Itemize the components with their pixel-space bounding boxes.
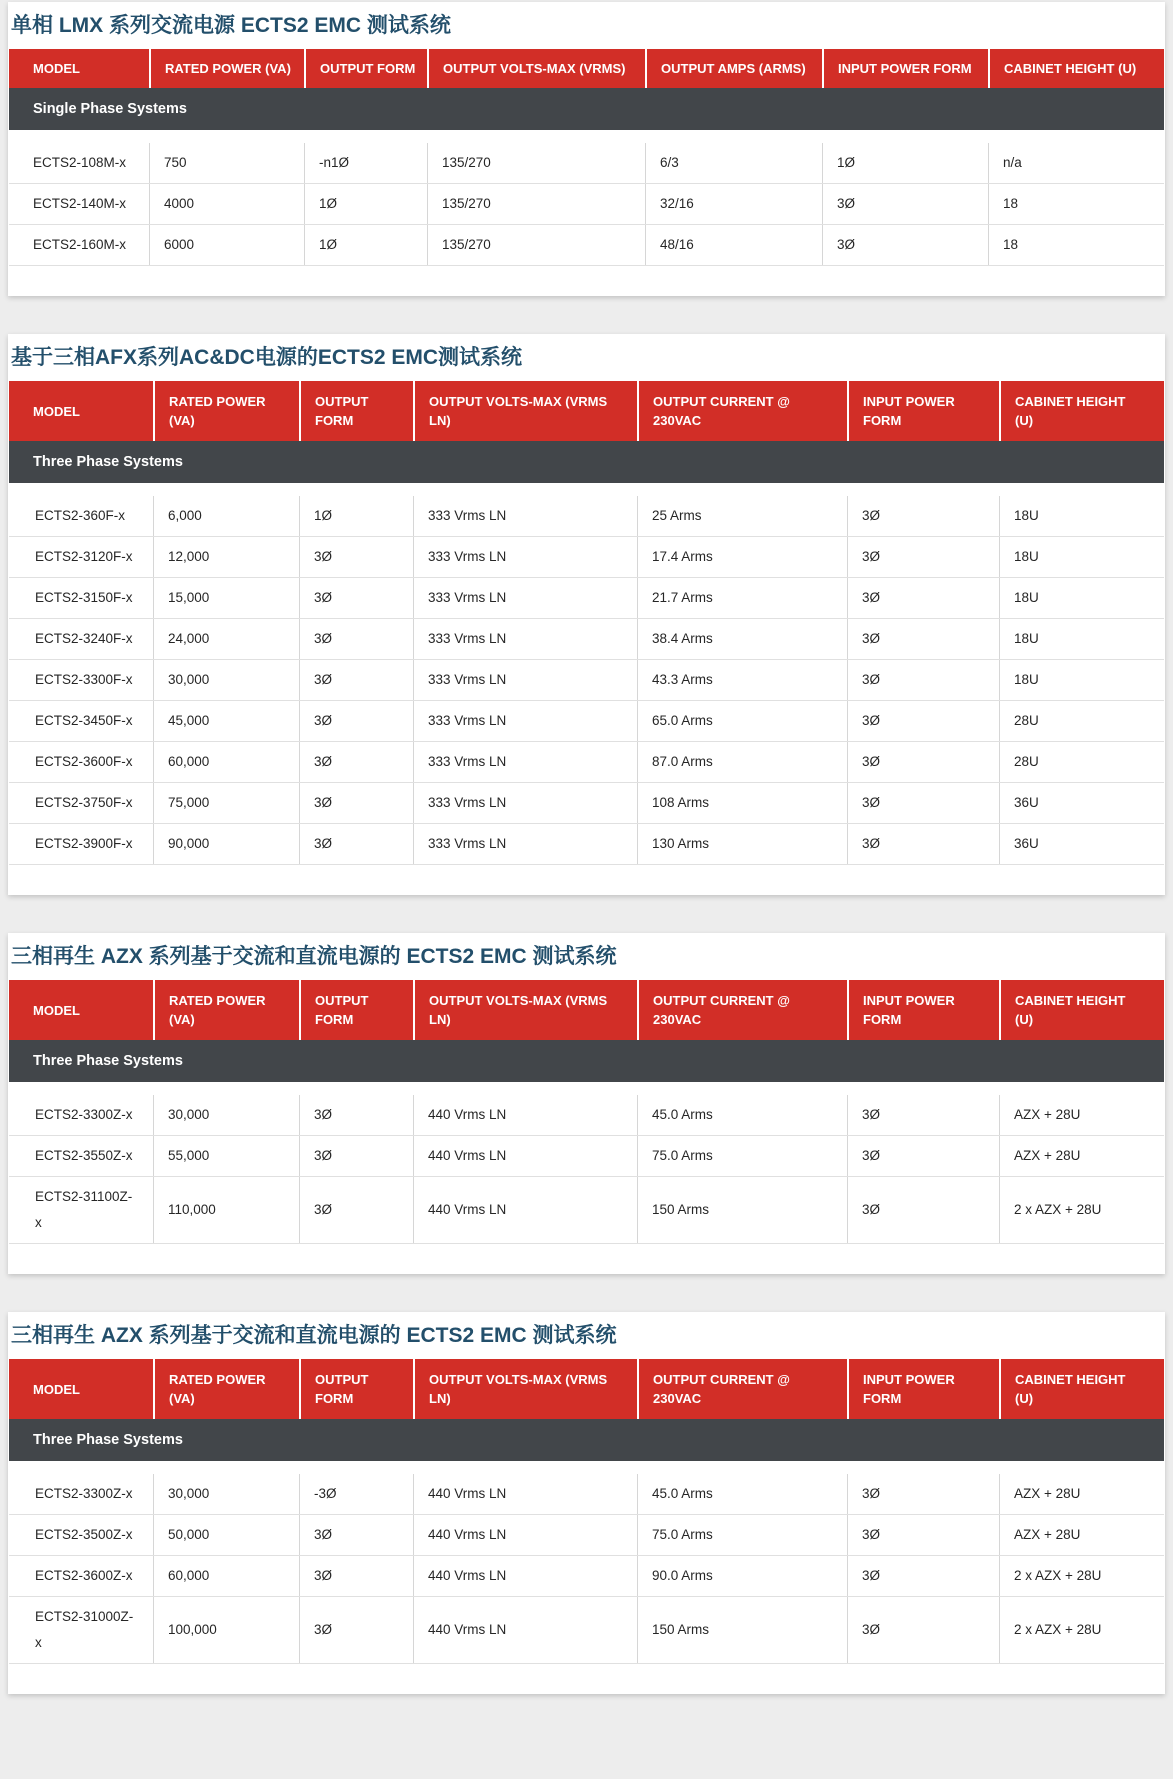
column-header: RATED POWER (VA) <box>153 980 299 1040</box>
table-cell: 100,000 <box>153 1597 299 1663</box>
column-header: MODEL <box>33 1381 80 1397</box>
table-cell: 18U <box>999 537 1164 577</box>
table-cell: 3Ø <box>822 225 988 265</box>
table-cell: ECTS2-3550Z-x <box>35 1148 133 1163</box>
table-cell: 3Ø <box>299 537 413 577</box>
table-cell: 6,000 <box>153 496 299 536</box>
table-cell: 135/270 <box>427 143 645 183</box>
table-cell: 45,000 <box>153 701 299 741</box>
table-cell: 3Ø <box>299 1556 413 1596</box>
table-cell: 15,000 <box>153 578 299 618</box>
column-header: MODEL <box>33 403 80 419</box>
column-header: MODEL <box>33 1002 80 1018</box>
table-cell: 30,000 <box>153 660 299 700</box>
spec-section-three-phase-azx-1 <box>8 933 1165 1274</box>
table-cell: 333 Vrms LN <box>413 701 637 741</box>
table-header-row <box>9 1359 1164 1419</box>
group-header: Three Phase Systems <box>9 1040 1164 1082</box>
table-cell: 18U <box>999 660 1164 700</box>
column-header: OUTPUT VOLTS-MAX (VRMS LN) <box>413 381 637 441</box>
column-header: RATED POWER (VA) <box>153 1359 299 1419</box>
table-cell: 60,000 <box>153 742 299 782</box>
table-header-row <box>9 381 1164 441</box>
column-header: OUTPUT CURRENT @ 230VAC <box>637 1359 847 1419</box>
table-cell: 4000 <box>149 184 304 224</box>
table-row <box>9 496 1164 537</box>
table-cell: ECTS2-3500Z-x <box>35 1527 133 1542</box>
table-cell: 50,000 <box>153 1515 299 1555</box>
section-title: 单相 LMX 系列交流电源 ECTS2 EMC 测试系统 <box>11 14 451 37</box>
table-cell: 3Ø <box>299 783 413 823</box>
table-cell: 333 Vrms LN <box>413 537 637 577</box>
table-row <box>9 578 1164 619</box>
table-cell: 135/270 <box>427 184 645 224</box>
table-cell: 18 <box>988 225 1164 265</box>
column-header: OUTPUT VOLTS-MAX (VRMS LN) <box>413 980 637 1040</box>
section-title: 基于三相AFX系列AC&DC电源的ECTS2 EMC测试系统 <box>11 346 523 369</box>
table-cell: 43.3 Arms <box>637 660 847 700</box>
table-row <box>9 1136 1164 1177</box>
table-cell: ECTS2-160M-x <box>33 237 127 252</box>
table-row <box>9 783 1164 824</box>
table-cell: ECTS2-31000Z-x <box>35 1609 134 1650</box>
table-cell: 18 <box>988 184 1164 224</box>
table-cell: 440 Vrms LN <box>413 1556 637 1596</box>
table-cell: 3Ø <box>299 1177 413 1243</box>
table-row <box>9 619 1164 660</box>
table-cell: 2 x AZX + 28U <box>999 1556 1164 1596</box>
table-cell: 75,000 <box>153 783 299 823</box>
table-cell: 3Ø <box>847 742 999 782</box>
table-cell: 3Ø <box>847 824 999 864</box>
table-row <box>9 1556 1164 1597</box>
table-cell: 3Ø <box>299 742 413 782</box>
group-header: Single Phase Systems <box>9 88 1164 130</box>
table-cell: 440 Vrms LN <box>413 1136 637 1176</box>
column-header: OUTPUT FORM <box>299 381 413 441</box>
table-cell: 30,000 <box>153 1474 299 1514</box>
table-cell: 24,000 <box>153 619 299 659</box>
table-cell: 440 Vrms LN <box>413 1177 637 1243</box>
section-title: 三相再生 AZX 系列基于交流和直流电源的 ECTS2 EMC 测试系统 <box>11 945 617 968</box>
table-row <box>9 660 1164 701</box>
table-cell: AZX + 28U <box>999 1474 1164 1514</box>
table-cell: -n1Ø <box>304 143 427 183</box>
table-cell: n/a <box>988 143 1164 183</box>
table-cell: 333 Vrms LN <box>413 496 637 536</box>
table-cell: 333 Vrms LN <box>413 824 637 864</box>
table-cell: 75.0 Arms <box>637 1136 847 1176</box>
table-cell: ECTS2-3750F-x <box>35 795 133 810</box>
table-cell: 3Ø <box>847 701 999 741</box>
column-header: OUTPUT VOLTS-MAX (VRMS LN) <box>413 1359 637 1419</box>
table-cell: 440 Vrms LN <box>413 1095 637 1135</box>
table-cell: 17.4 Arms <box>637 537 847 577</box>
table-cell: ECTS2-3240F-x <box>35 631 133 646</box>
table-cell: ECTS2-3150F-x <box>35 590 133 605</box>
table-cell: 3Ø <box>299 1095 413 1135</box>
table-row <box>9 1095 1164 1136</box>
table-cell: 60,000 <box>153 1556 299 1596</box>
table-body <box>9 1082 1164 1244</box>
table-cell: ECTS2-3300Z-x <box>35 1486 133 1501</box>
column-header: CABINET HEIGHT (U) <box>999 980 1164 1040</box>
table-cell: ECTS2-3600Z-x <box>35 1568 133 1583</box>
table-cell: 750 <box>149 143 304 183</box>
table-cell: 45.0 Arms <box>637 1095 847 1135</box>
table-cell: 3Ø <box>299 1136 413 1176</box>
table-body <box>9 130 1164 266</box>
column-header: OUTPUT AMPS (ARMS) <box>645 49 822 88</box>
table-row <box>9 742 1164 783</box>
table-cell: 55,000 <box>153 1136 299 1176</box>
table-cell: 440 Vrms LN <box>413 1597 637 1663</box>
table-cell: 130 Arms <box>637 824 847 864</box>
table-row <box>9 1177 1164 1244</box>
table-cell: 333 Vrms LN <box>413 742 637 782</box>
table-cell: ECTS2-3300F-x <box>35 672 133 687</box>
table-cell: 3Ø <box>847 537 999 577</box>
table-cell: 333 Vrms LN <box>413 660 637 700</box>
table-row <box>9 184 1164 225</box>
table-cell: 440 Vrms LN <box>413 1474 637 1514</box>
spec-section-single-phase-lmx <box>8 2 1165 296</box>
table-cell: 333 Vrms LN <box>413 783 637 823</box>
column-header: CABINET HEIGHT (U) <box>999 381 1164 441</box>
table-cell: 2 x AZX + 28U <box>999 1177 1164 1243</box>
table-cell: 333 Vrms LN <box>413 619 637 659</box>
table-cell: 36U <box>999 783 1164 823</box>
table-cell: 108 Arms <box>637 783 847 823</box>
table-cell: ECTS2-108M-x <box>33 155 127 170</box>
table-cell: 36U <box>999 824 1164 864</box>
table-cell: 3Ø <box>847 660 999 700</box>
table-row <box>9 143 1164 184</box>
table-cell: ECTS2-140M-x <box>33 196 127 211</box>
column-header: INPUT POWER FORM <box>847 980 999 1040</box>
table-cell: 3Ø <box>847 1597 999 1663</box>
table-cell: 48/16 <box>645 225 822 265</box>
table-cell: 45.0 Arms <box>637 1474 847 1514</box>
table-cell: ECTS2-3600F-x <box>35 754 133 769</box>
column-header: OUTPUT CURRENT @ 230VAC <box>637 980 847 1040</box>
table-cell: ECTS2-31100Z-x <box>35 1189 133 1230</box>
column-header: OUTPUT FORM <box>299 980 413 1040</box>
table-cell: 150 Arms <box>637 1597 847 1663</box>
table-cell: 3Ø <box>299 1515 413 1555</box>
table-cell: 3Ø <box>847 1556 999 1596</box>
spec-section-three-phase-azx-2 <box>8 1312 1165 1694</box>
table-header-row <box>9 49 1164 88</box>
table-cell: 3Ø <box>847 1136 999 1176</box>
table-cell: ECTS2-3450F-x <box>35 713 133 728</box>
column-header: OUTPUT FORM <box>304 49 427 88</box>
table-cell: 333 Vrms LN <box>413 578 637 618</box>
table-cell: 3Ø <box>847 578 999 618</box>
table-cell: 21.7 Arms <box>637 578 847 618</box>
column-header: INPUT POWER FORM <box>822 49 988 88</box>
table-cell: AZX + 28U <box>999 1136 1164 1176</box>
column-header: OUTPUT FORM <box>299 1359 413 1419</box>
table-cell: 65.0 Arms <box>637 701 847 741</box>
column-header: INPUT POWER FORM <box>847 1359 999 1419</box>
table-cell: 3Ø <box>299 701 413 741</box>
table-row <box>9 537 1164 578</box>
group-header: Three Phase Systems <box>9 1419 1164 1461</box>
table-row <box>9 225 1164 266</box>
table-cell: 3Ø <box>847 783 999 823</box>
table-row <box>9 701 1164 742</box>
table-cell: AZX + 28U <box>999 1095 1164 1135</box>
table-cell: 3Ø <box>299 578 413 618</box>
column-header: OUTPUT VOLTS-MAX (VRMS) <box>427 49 645 88</box>
spec-section-three-phase-afx <box>8 334 1165 895</box>
table-cell: 75.0 Arms <box>637 1515 847 1555</box>
table-cell: 87.0 Arms <box>637 742 847 782</box>
table-cell: ECTS2-3120F-x <box>35 549 133 564</box>
column-header: CABINET HEIGHT (U) <box>999 1359 1164 1419</box>
table-header-row <box>9 980 1164 1040</box>
table-cell: 3Ø <box>299 619 413 659</box>
table-cell: 3Ø <box>847 1474 999 1514</box>
table-cell: 3Ø <box>847 1515 999 1555</box>
spec-table <box>9 381 1164 865</box>
table-cell: 18U <box>999 496 1164 536</box>
table-cell: 25 Arms <box>637 496 847 536</box>
table-cell: 30,000 <box>153 1095 299 1135</box>
table-row <box>9 1474 1164 1515</box>
table-cell: 3Ø <box>299 824 413 864</box>
spec-table <box>9 49 1164 266</box>
table-cell: -3Ø <box>299 1474 413 1514</box>
group-header: Three Phase Systems <box>9 441 1164 483</box>
table-cell: 1Ø <box>299 496 413 536</box>
table-cell: 18U <box>999 619 1164 659</box>
column-header: CABINET HEIGHT (U) <box>988 49 1164 88</box>
spec-table <box>9 980 1164 1244</box>
table-cell: 1Ø <box>822 143 988 183</box>
table-cell: 12,000 <box>153 537 299 577</box>
section-title: 三相再生 AZX 系列基于交流和直流电源的 ECTS2 EMC 测试系统 <box>11 1324 617 1347</box>
table-cell: 90.0 Arms <box>637 1556 847 1596</box>
column-header: RATED POWER (VA) <box>153 381 299 441</box>
table-cell: 150 Arms <box>637 1177 847 1243</box>
table-body <box>9 1461 1164 1664</box>
table-cell: 28U <box>999 701 1164 741</box>
table-cell: 3Ø <box>299 660 413 700</box>
table-cell: 6/3 <box>645 143 822 183</box>
table-cell: ECTS2-3900F-x <box>35 836 133 851</box>
table-cell: 135/270 <box>427 225 645 265</box>
table-cell: 3Ø <box>299 1597 413 1663</box>
table-cell: 3Ø <box>847 1177 999 1243</box>
column-header: RATED POWER (VA) <box>149 49 304 88</box>
table-cell: 1Ø <box>304 184 427 224</box>
table-cell: 440 Vrms LN <box>413 1515 637 1555</box>
table-cell: 6000 <box>149 225 304 265</box>
table-row <box>9 824 1164 865</box>
column-header: INPUT POWER FORM <box>847 381 999 441</box>
table-cell: 38.4 Arms <box>637 619 847 659</box>
table-cell: 3Ø <box>822 184 988 224</box>
spec-table <box>9 1359 1164 1664</box>
table-row <box>9 1597 1164 1664</box>
table-cell: AZX + 28U <box>999 1515 1164 1555</box>
table-cell: 1Ø <box>304 225 427 265</box>
table-cell: ECTS2-3300Z-x <box>35 1107 133 1122</box>
column-header: MODEL <box>33 61 80 76</box>
table-cell: 3Ø <box>847 496 999 536</box>
table-cell: ECTS2-360F-x <box>35 508 126 523</box>
table-cell: 28U <box>999 742 1164 782</box>
table-cell: 90,000 <box>153 824 299 864</box>
table-cell: 32/16 <box>645 184 822 224</box>
table-cell: 18U <box>999 578 1164 618</box>
table-cell: 110,000 <box>153 1177 299 1243</box>
column-header: OUTPUT CURRENT @ 230VAC <box>637 381 847 441</box>
table-cell: 3Ø <box>847 619 999 659</box>
table-cell: 3Ø <box>847 1095 999 1135</box>
table-body <box>9 483 1164 865</box>
table-row <box>9 1515 1164 1556</box>
table-cell: 2 x AZX + 28U <box>999 1597 1164 1663</box>
